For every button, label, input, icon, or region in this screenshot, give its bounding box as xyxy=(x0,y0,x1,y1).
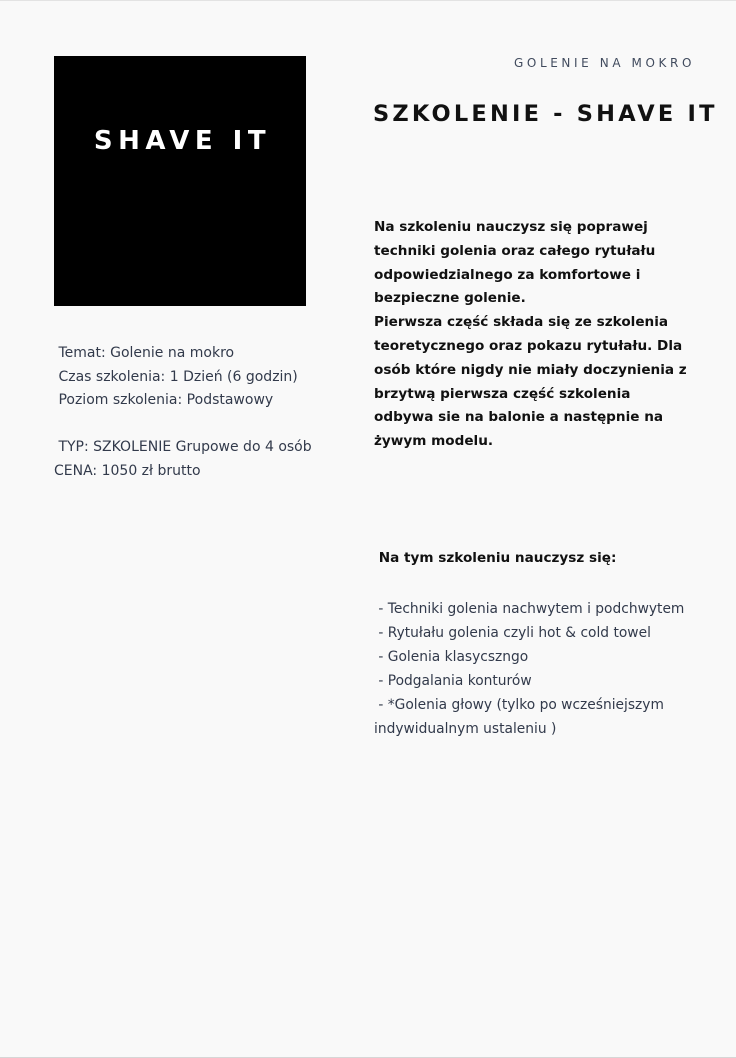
learn-item-head: - *Golenia głowy (tylko po wcześniejszym indywidualnym ustaleniu ) xyxy=(374,697,669,737)
learn-item-contours: - Podgalania konturów xyxy=(374,673,532,689)
learn-item-classic: - Golenia klasycszngo xyxy=(374,649,529,665)
learn-item-technique: - Techniki golenia nachwytem i podchwytem xyxy=(374,601,685,617)
course-info xyxy=(54,342,344,483)
info-level: Poziom szkolenia: Podstawowy xyxy=(54,392,274,408)
logo-block xyxy=(54,56,306,306)
info-price: CENA: 1050 zł brutto xyxy=(54,462,201,479)
logo-text: SHAVE IT xyxy=(93,126,272,156)
category-label: GOLENIE NA MOKRO xyxy=(514,56,695,70)
info-type: TYP: SZKOLENIE Grupowe do 4 osób xyxy=(54,439,312,455)
learn-heading: Na tym szkoleniu nauczysz się: xyxy=(374,550,617,566)
page-title: SZKOLENIE - SHAVE IT xyxy=(373,101,718,127)
course-description xyxy=(374,216,692,454)
learn-item-ritual: - Rytułału golenia czyli hot & cold towel xyxy=(374,625,651,641)
info-topic: Temat: Golenie na mokro xyxy=(54,345,235,361)
info-spacer xyxy=(54,413,344,437)
description-paragraph-1: Na szkoleniu nauczysz się poprawej techniki golenia oraz całego rytułału odpowiedzialnego za komfortowe i bezpieczne golenie. xyxy=(374,219,656,307)
info-duration: Czas szkolenia: 1 Dzień (6 godzin) xyxy=(54,368,298,385)
learn-list xyxy=(374,597,694,741)
description-paragraph-2: Pierwsza część składa się ze szkolenia teoretycznego oraz pokazu rytułału. Dla osób które nigdy nie miały doczynienia z brzytwą pierwsza część szkolenia odbywa sie na balonie a następnie na żywym modelu. xyxy=(374,314,687,450)
